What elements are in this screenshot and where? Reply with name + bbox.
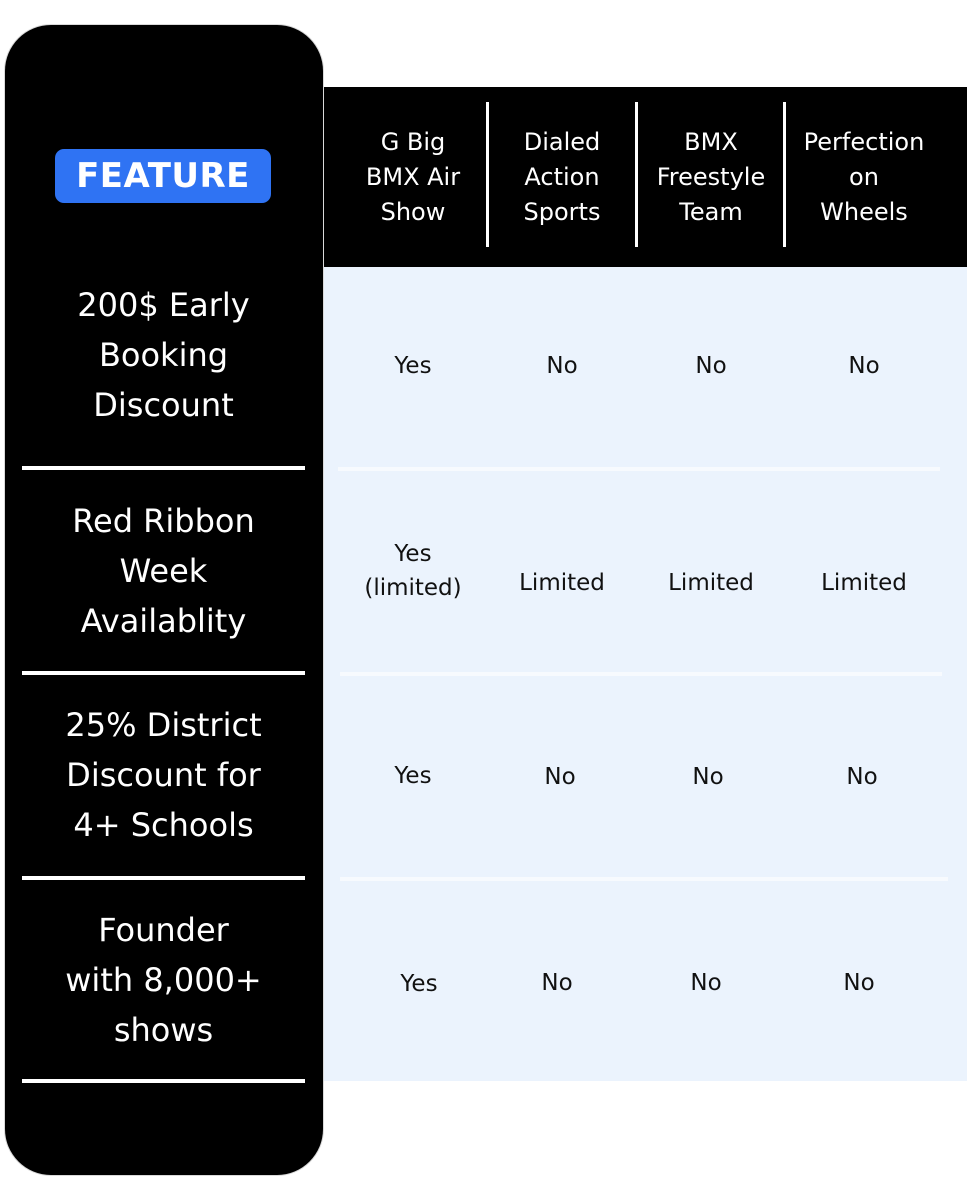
column-header-line: Team: [679, 197, 743, 226]
column-separator: [783, 102, 786, 247]
feature-label-line: Founder: [98, 911, 229, 949]
feature-label-line: Booking: [98, 336, 229, 374]
column-header-line: BMX: [684, 127, 738, 156]
column-header-line: Dialed: [523, 127, 601, 156]
table-cell: No: [541, 970, 573, 996]
table-cell: Yes: [400, 971, 438, 997]
feature-label-line: 200$ Early: [77, 286, 250, 324]
column-header-g-big-bmx: [338, 87, 488, 267]
feature-badge: FEATURE: [55, 149, 271, 203]
feature-label-line: with 8,000+: [65, 961, 262, 999]
table-cell: No: [695, 353, 727, 379]
table-cell: Limited: [821, 570, 907, 596]
feature-label-line: Availablity: [80, 602, 247, 640]
column-header-line: Action: [524, 162, 600, 191]
table-cell: No: [692, 764, 724, 790]
table-cell: No: [843, 970, 875, 996]
table-cell: No: [846, 764, 878, 790]
column-header-line: Sports: [523, 197, 601, 226]
feature-divider: [22, 466, 305, 470]
table-cell: Yes: [394, 763, 432, 789]
column-header-dialed-action: [487, 87, 637, 267]
feature-divider: [22, 876, 305, 880]
column-header-line: Show: [380, 197, 446, 226]
column-header-perfection-wheels: [789, 87, 939, 267]
table-cell: No: [690, 970, 722, 996]
table-cell: No: [848, 353, 880, 379]
column-header-line: Freestyle: [656, 162, 766, 191]
feature-label-line: Red Ribbon: [72, 502, 255, 540]
table-cell: [338, 537, 488, 605]
table-cell-line: (limited): [364, 575, 462, 601]
feature-divider: [22, 1079, 305, 1083]
table-cell-line: Yes: [394, 541, 432, 567]
column-header-line: Perfection: [803, 127, 925, 156]
table-cell: No: [544, 764, 576, 790]
feature-divider: [22, 671, 305, 675]
row-separator: [340, 672, 942, 676]
feature-label-early-booking: [22, 280, 305, 430]
feature-label-district-discount: [22, 700, 305, 850]
feature-label-red-ribbon: [22, 496, 305, 646]
column-header-line: G Big: [380, 127, 446, 156]
column-header-line: BMX Air: [365, 162, 461, 191]
feature-label-line: 4+ Schools: [73, 806, 254, 844]
table-cell: Yes: [394, 353, 432, 379]
table-cell: No: [546, 353, 578, 379]
feature-label-founder: [22, 905, 305, 1055]
column-header-bmx-freestyle: [636, 87, 786, 267]
feature-label-line: Week: [119, 552, 208, 590]
feature-label-line: Discount: [93, 386, 234, 424]
row-separator: [340, 877, 948, 881]
table-cell: Limited: [668, 570, 754, 596]
row-separator: [338, 467, 940, 471]
feature-label-line: Discount for: [66, 756, 261, 794]
column-header-line: on: [849, 162, 879, 191]
comparison-header: [324, 87, 967, 267]
feature-label-line: 25% District: [65, 706, 262, 744]
feature-label-line: shows: [113, 1011, 214, 1049]
column-header-line: Wheels: [820, 197, 908, 226]
table-cell: Limited: [519, 570, 605, 596]
